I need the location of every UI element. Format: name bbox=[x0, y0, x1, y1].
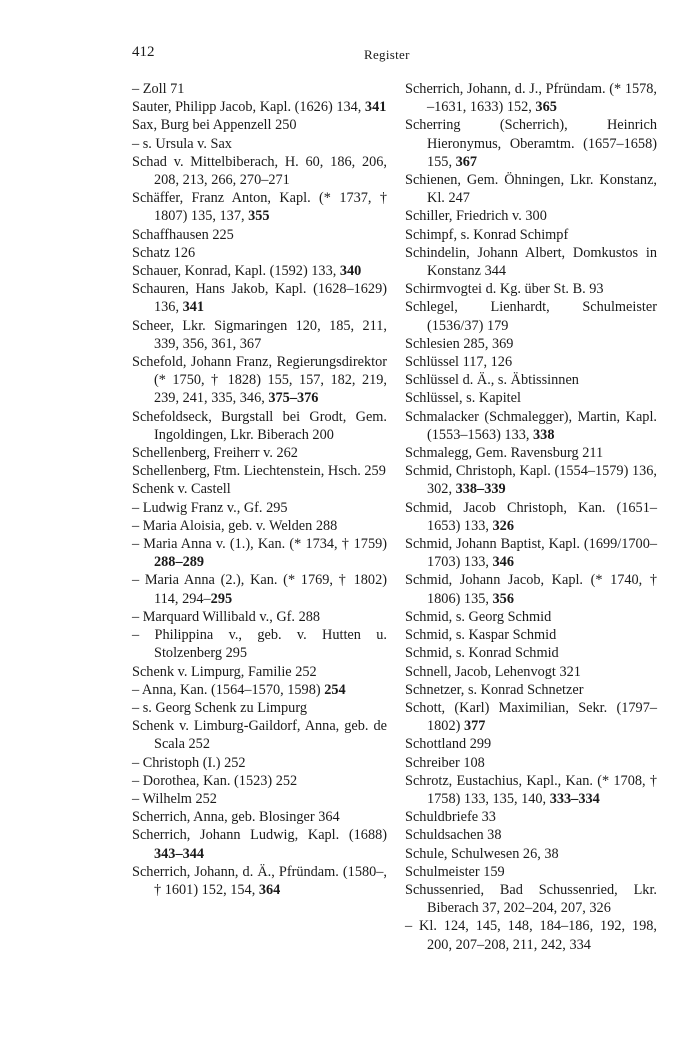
entry-main-page: 375–376 bbox=[268, 390, 319, 407]
entry-text: Schnell, Jacob, Lehenvogt 321 bbox=[405, 663, 581, 680]
entry-main-page: 288–289 bbox=[154, 554, 205, 571]
index-subentry bbox=[132, 135, 387, 153]
index-entry bbox=[132, 863, 387, 899]
entry-text: Schlesien 285, 369 bbox=[405, 335, 514, 352]
entry-text: – s. Ursula v. Sax bbox=[132, 135, 232, 152]
entry-text: Schienen, Gem. Öhningen, Lkr. Konstanz, Kl. 247 bbox=[405, 172, 657, 207]
index-entry bbox=[405, 408, 657, 444]
index-entry bbox=[132, 116, 387, 134]
entry-text: Schmid, s. Konrad Schmid bbox=[405, 645, 559, 662]
index-entry bbox=[405, 735, 657, 753]
index-subentry bbox=[132, 608, 387, 626]
index-entry bbox=[132, 262, 387, 280]
index-entry bbox=[405, 116, 657, 171]
index-entry bbox=[405, 389, 657, 407]
index-entry bbox=[132, 444, 387, 462]
index-entry bbox=[132, 663, 387, 681]
index-subentry bbox=[132, 535, 387, 571]
entry-text: Schuldsachen 38 bbox=[405, 827, 502, 844]
index-entry bbox=[405, 663, 657, 681]
entry-text: Schefold, Johann Franz, Regierungsdirektor (* 1750, † 1828) 155, 157, 182, 219, 239, 241, 335, 346, bbox=[132, 354, 387, 407]
entry-text: Schulmeister 159 bbox=[405, 863, 505, 880]
entry-text: Schmid, Christoph, Kapl. (1554–1579) 136, 302, bbox=[405, 463, 657, 498]
index-subentry bbox=[132, 754, 387, 772]
index-entry bbox=[132, 244, 387, 262]
entry-text: Scherrich, Johann, d. Ä., Pfründam. (1580–, † 1601) 152, 154, bbox=[132, 863, 387, 898]
index-entry bbox=[405, 808, 657, 826]
entry-text: Schenk v. Limburg-Gaildorf, Anna, geb. de Scala 252 bbox=[132, 718, 387, 753]
index-subentry bbox=[132, 699, 387, 717]
index-entry bbox=[405, 298, 657, 334]
entry-text: Scheer, Lkr. Sigmaringen 120, 185, 211, 339, 356, 361, 367 bbox=[132, 317, 387, 352]
entry-text: Schimpf, s. Konrad Schimpf bbox=[405, 226, 569, 243]
entry-text: – Wilhelm 252 bbox=[132, 790, 217, 807]
index-column-right bbox=[405, 80, 657, 954]
index-subentry bbox=[132, 772, 387, 790]
index-entry bbox=[132, 317, 387, 353]
entry-main-page: 365 bbox=[535, 99, 557, 116]
index-entry bbox=[405, 226, 657, 244]
index-entry bbox=[405, 608, 657, 626]
index-entry bbox=[132, 480, 387, 498]
index-entry bbox=[405, 371, 657, 389]
entry-text: – s. Georg Schenk zu Limpurg bbox=[132, 699, 307, 716]
entry-text: Scherrich, Johann Ludwig, Kapl. (1688) bbox=[132, 827, 387, 844]
entry-text: Schmid, Jacob Christoph, Kan. (1651–1653) 133, bbox=[405, 499, 657, 534]
entry-main-page: 346 bbox=[492, 554, 514, 571]
entry-text: – Kl. 124, 145, 148, 184–186, 192, 198, 200, 207–208, 211, 242, 334 bbox=[405, 918, 657, 953]
entry-text: Schäffer, Franz Anton, Kapl. (* 1737, † 1807) 135, 137, bbox=[132, 190, 387, 225]
entry-text: Schmid, s. Georg Schmid bbox=[405, 608, 552, 625]
entry-main-page: 364 bbox=[258, 881, 281, 898]
entry-text: Schirmvogtei d. Kg. über St. B. 93 bbox=[405, 281, 604, 298]
entry-main-page: 340 bbox=[339, 263, 362, 280]
entry-text: Scherrich, Johann, d. J., Pfründam. (* 1578, –1631, 1633) 152, bbox=[405, 81, 657, 116]
entry-text: – Christoph (I.) 252 bbox=[132, 754, 246, 771]
index-entry bbox=[405, 499, 657, 535]
index-subentry bbox=[132, 790, 387, 808]
entry-text: Schiller, Friedrich v. 300 bbox=[405, 208, 547, 225]
entry-main-page: 333–334 bbox=[549, 790, 600, 807]
entry-text: Schreiber 108 bbox=[405, 754, 485, 771]
index-entry bbox=[405, 699, 657, 735]
index-entry bbox=[405, 444, 657, 462]
index-entry bbox=[405, 626, 657, 644]
entry-text: Schule, Schulwesen 26, 38 bbox=[405, 845, 559, 862]
index-subentry bbox=[132, 80, 387, 98]
entry-text: Schmalacker (Schmalegger), Martin, Kapl. (1553–1563) 133, bbox=[405, 408, 657, 443]
index-entry bbox=[132, 826, 387, 862]
entry-text: Sax, Burg bei Appenzell 250 bbox=[132, 117, 297, 134]
entry-text: – Ludwig Franz v., Gf. 295 bbox=[132, 499, 288, 516]
index-entry bbox=[405, 280, 657, 298]
entry-text: Schuldbriefe 33 bbox=[405, 809, 496, 826]
index-entry bbox=[132, 717, 387, 753]
entry-text: Schott, (Karl) Maximilian, Sekr. (1797–1802) bbox=[405, 699, 657, 735]
entry-text: – Maria Aloisia, geb. v. Welden 288 bbox=[132, 517, 338, 534]
index-entry bbox=[405, 681, 657, 699]
entry-main-page: 338 bbox=[533, 426, 555, 443]
entry-text: Schmid, s. Kaspar Schmid bbox=[405, 627, 557, 644]
entry-text: Schatz 126 bbox=[132, 244, 196, 261]
index-entry bbox=[132, 408, 387, 444]
entry-main-page: 341 bbox=[364, 99, 387, 116]
running-head: Register bbox=[364, 47, 410, 62]
entry-text: Schellenberg, Freiherr v. 262 bbox=[132, 445, 298, 462]
entry-text: Scherring (Scherrich), Heinrich Hieronymus, Oberamtm. (1657–1658) 155, bbox=[405, 117, 657, 170]
index-entry bbox=[405, 80, 657, 116]
index-entry bbox=[132, 153, 387, 189]
index-entry bbox=[405, 863, 657, 881]
index-entry bbox=[405, 335, 657, 353]
index-subentry bbox=[132, 499, 387, 517]
index-column-left bbox=[132, 80, 387, 899]
entry-main-page: 355 bbox=[248, 208, 270, 225]
entry-main-page: 341 bbox=[182, 299, 205, 316]
index-entry bbox=[132, 189, 387, 225]
index-entry bbox=[132, 353, 387, 408]
index-entry bbox=[405, 845, 657, 863]
index-entry bbox=[132, 808, 387, 826]
entry-text: Schrotz, Eustachius, Kapl., Kan. (* 1708, † 1758) 133, 135, 140, bbox=[405, 772, 657, 807]
index-entry bbox=[405, 244, 657, 280]
index-subentry bbox=[405, 917, 657, 953]
entry-main-page: 326 bbox=[492, 517, 514, 534]
index-entry bbox=[132, 280, 387, 316]
entry-text: – Philippina v., geb. v. Hutten u. Stolzenberg 295 bbox=[132, 627, 387, 662]
entry-text: Schenk v. Castell bbox=[132, 481, 231, 498]
entry-text: Schad v. Mittelbiberach, H. 60, 186, 206, 208, 213, 266, 270–271 bbox=[132, 153, 387, 189]
index-entry bbox=[405, 353, 657, 371]
entry-text: Schaffhausen 225 bbox=[132, 226, 234, 243]
entry-main-page: 377 bbox=[463, 718, 486, 735]
index-entry bbox=[405, 462, 657, 498]
entry-text: – Dorothea, Kan. (1523) 252 bbox=[132, 772, 298, 789]
entry-text: – Zoll 71 bbox=[132, 81, 185, 97]
entry-text: Schlüssel 117, 126 bbox=[405, 354, 513, 371]
entry-text: – Maria Anna (2.), Kan. (* 1769, † 1802) 114, 294– bbox=[132, 572, 387, 607]
page-number: 412 bbox=[132, 44, 155, 60]
entry-main-page: 254 bbox=[324, 681, 346, 698]
entry-text: – Marquard Willibald v., Gf. 288 bbox=[132, 608, 321, 625]
entry-text: Schindelin, Johann Albert, Domkustos in Konstanz 344 bbox=[405, 244, 657, 280]
index-entry bbox=[132, 462, 387, 480]
entry-text: Schlegel, Lienhardt, Schulmeister (1536/37) 179 bbox=[405, 299, 657, 334]
index-entry bbox=[132, 98, 387, 116]
index-entry bbox=[132, 226, 387, 244]
entry-text: Schellenberg, Ftm. Liechtenstein, Hsch. 259 bbox=[132, 463, 386, 480]
index-entry bbox=[405, 571, 657, 607]
index-subentry bbox=[132, 681, 387, 699]
index-entry bbox=[405, 772, 657, 808]
entry-text: – Anna, Kan. (1564–1570, 1598) bbox=[132, 681, 325, 698]
entry-text: Schmid, Johann Baptist, Kapl. (1699/1700–1703) 133, bbox=[405, 536, 657, 571]
entry-text: Schefoldseck, Burgstall bei Grodt, Gem. Ingoldingen, Lkr. Biberach 200 bbox=[132, 408, 387, 443]
entry-text: Schnetzer, s. Konrad Schnetzer bbox=[405, 681, 584, 698]
entry-main-page: 343–344 bbox=[154, 845, 205, 862]
entry-text: Schottland 299 bbox=[405, 736, 492, 753]
index-entry bbox=[405, 826, 657, 844]
entry-text: Schlüssel d. Ä., s. Äbtissinnen bbox=[405, 372, 579, 389]
entry-text: Schlüssel, s. Kapitel bbox=[405, 390, 521, 407]
index-subentry bbox=[132, 626, 387, 662]
entry-text: Schauer, Konrad, Kapl. (1592) 133, bbox=[132, 263, 340, 280]
entry-main-page: 338–339 bbox=[455, 481, 506, 498]
index-entry bbox=[405, 207, 657, 225]
index-entry bbox=[405, 644, 657, 662]
entry-main-page: 356 bbox=[492, 590, 514, 607]
entry-text: Schussenried, Bad Schussenried, Lkr. Biberach 37, 202–204, 207, 326 bbox=[405, 881, 657, 917]
entry-text: Schauren, Hans Jakob, Kapl. (1628–1629) 136, bbox=[132, 281, 387, 316]
entry-text: Schmalegg, Gem. Ravensburg 211 bbox=[405, 445, 604, 462]
entry-text: – Maria Anna v. (1.), Kan. (* 1734, † 1759) bbox=[132, 536, 387, 553]
index-entry bbox=[405, 754, 657, 772]
entry-text: Scherrich, Anna, geb. Blosinger 364 bbox=[132, 809, 340, 826]
entry-text: Sauter, Philipp Jacob, Kapl. (1626) 134, bbox=[132, 99, 365, 116]
index-entry bbox=[405, 535, 657, 571]
index-subentry bbox=[132, 571, 387, 607]
index-entry bbox=[405, 171, 657, 207]
entry-main-page: 295 bbox=[210, 590, 233, 607]
entry-text: Schmid, Johann Jacob, Kapl. (* 1740, † 1806) 135, bbox=[405, 572, 657, 607]
entry-text: Schenk v. Limpurg, Familie 252 bbox=[132, 663, 317, 680]
index-entry bbox=[405, 881, 657, 917]
entry-main-page: 367 bbox=[455, 153, 478, 170]
index-subentry bbox=[132, 517, 387, 535]
